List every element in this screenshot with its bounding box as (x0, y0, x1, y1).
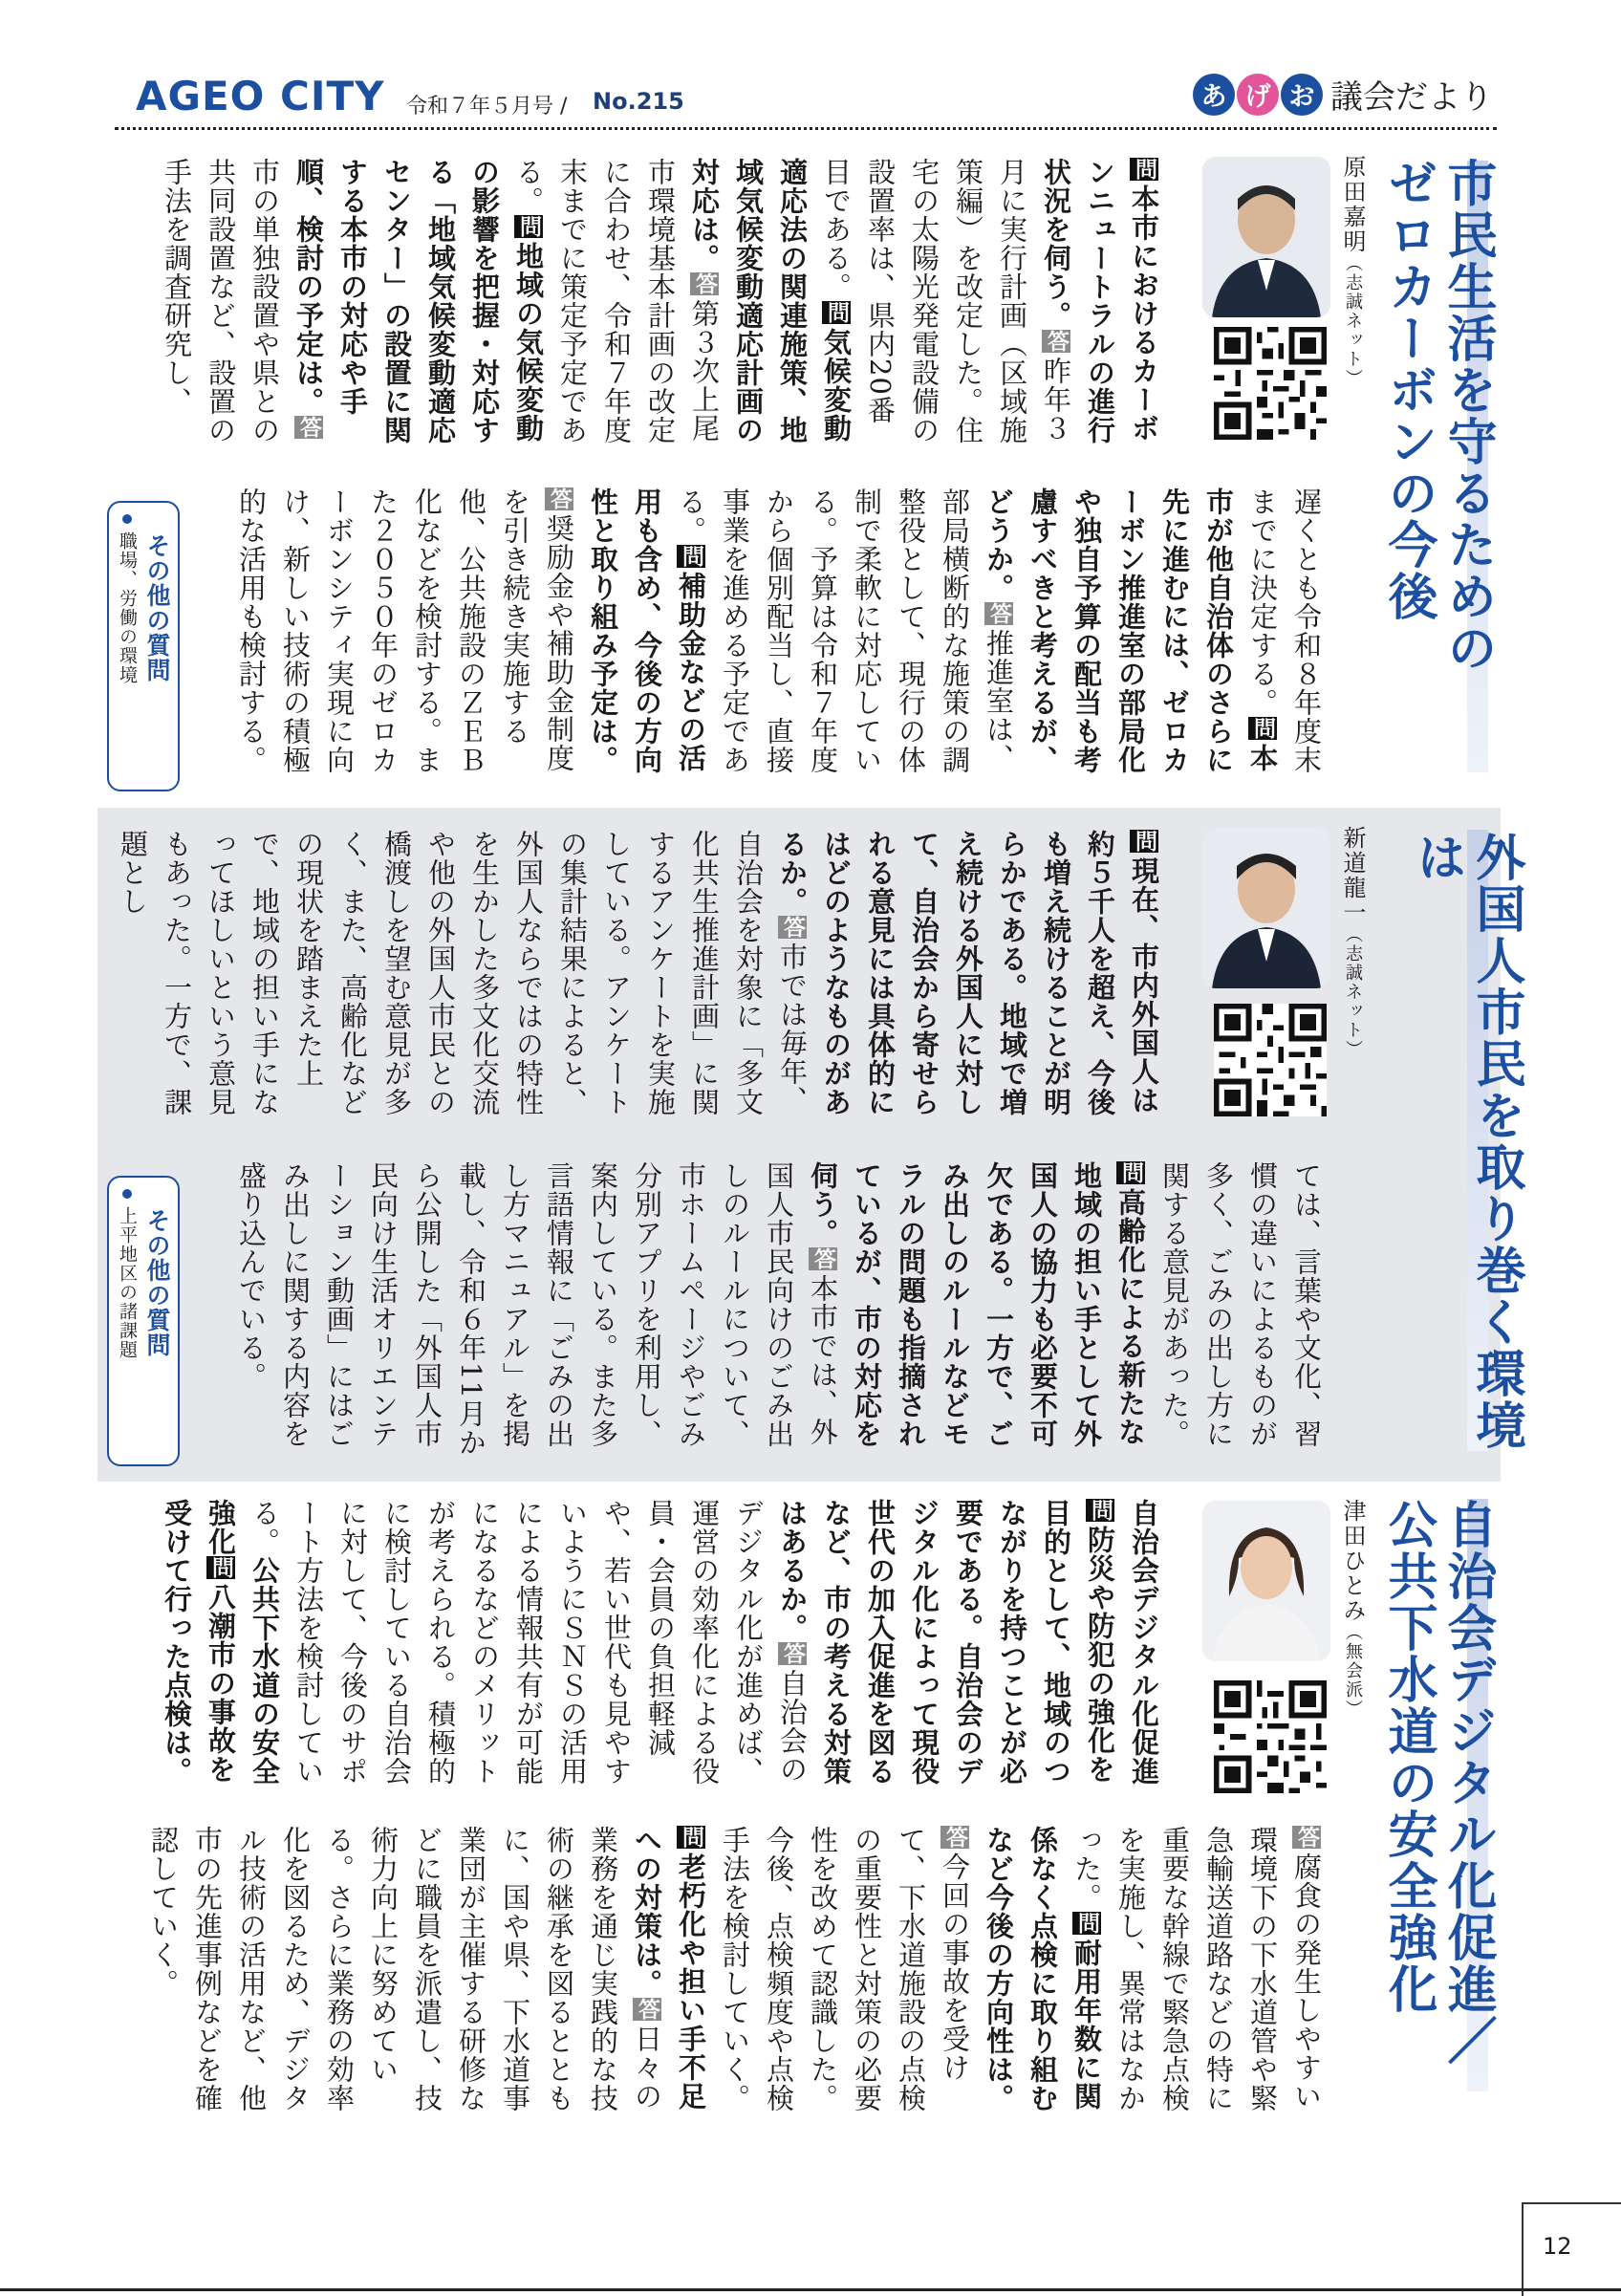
paragraph-text: 公共下水道の安全強化 (205, 1499, 281, 1786)
article-3-member-name (1336, 1499, 1370, 1738)
bullet-icon (122, 1189, 132, 1199)
question-tag: 問 (208, 1556, 233, 1579)
question-tag: 問 (516, 215, 541, 238)
article-1-title-line-2: ゼロカーボンの今後 (1379, 158, 1437, 622)
member-name: 津田ひとみ (1339, 1499, 1366, 1623)
paragraph-text: 本市におけるカーボンニュートラルの進行状況を伺う。 (1040, 158, 1160, 444)
question-tag: 問 (679, 545, 703, 568)
article-3-portrait (1202, 1501, 1330, 1661)
article-3-qr-code[interactable] (1214, 1680, 1327, 1793)
header-title: AGEO CITY (136, 73, 385, 119)
paragraph-text: 本市では、外国人市民向けのごみ出しのルールについて、市ホームページやごみ分別アプリを利用し、案内している。また多言語情報に「ごみの出し方マニュアル」を掲載し、令和６年11月から公開した「外国人市民向け生活オリエンテーション動画」にはごみ出しに関する内容を盛り込んでいる。 (235, 1161, 839, 1457)
paragraph-text: 市では毎年、自治会を対象に「多文化共生推進計画」に関するアンケートを実施している。アンケートの集計結果によると、外国人ならではの特性を生かした多文化交流や他の外国人市民との橋渡しを望む意見が多く、また、高齢化などの現状を踏まえた上で、地域の担い手になってほしいという意見もあった。一方で、課題とし (117, 830, 809, 1116)
question-tag: 問 (1088, 1499, 1113, 1522)
articles-0-top_columns-paragraph (820, 158, 1072, 444)
paragraph-text: 自治会デジタル化促進 (1128, 1499, 1160, 1786)
paragraph-text: 補助金などの活用も含め、今後の方向性と取り組み予定は。 (587, 487, 707, 774)
paragraph-text: 推進室は、部局横断的な施策の調整役として、現行の体制で柔軟に対応している。予算は令和７年度から個別配当し、直接事業を進める予定である。 (675, 487, 1015, 774)
articles-2-top_columns-paragraph (249, 1499, 809, 1786)
articles-0-top_columns-paragraph (292, 158, 545, 444)
paragraph-text: 本市が他自治体のさらに先に進むには、ゼロカーボン推進室の部局化や独自予算の配当も考慮すべきと考えるが、どうか。 (983, 487, 1279, 774)
other-questions-heading: その他の質問 (143, 533, 171, 682)
answer-tag: 答 (986, 602, 1011, 625)
article-3-title-line-2: 公共下水道の安全強化 (1379, 1499, 1437, 2015)
paragraph-text: 現在、市内外国人は約５千人を超え、今後も増え続けることが明らかである。地域で増え続ける外国人に対して、自治会から寄せられる意見には具体的にはどのようなものがあるか。 (776, 830, 1160, 1116)
articles-0-bottom_columns-paragraph (983, 487, 1279, 774)
articles-2-bottom_columns-paragraph (147, 1826, 663, 2112)
paragraph-text: 地域の気候変動の影響を把握・対応する「地域気候変動適応センター」の設置に関する本市の対応や手順、検討の予定は。 (292, 158, 545, 444)
articles-1-bottom_columns-paragraph (807, 1161, 1147, 1448)
page-number-box (1522, 2202, 1621, 2296)
paragraph-text: 自治会のデジタル化が進めば、運営の効率化による役員・会員の負担軽減や、若い世代も見やすいようにＳＮＳの活用による情報共有が可能になるなどのメリットが考えられる。積極的に検討している自治会に対して、今後のサポート方法を検討している。 (249, 1499, 809, 1786)
paragraph-text: ては、言葉や文化、習慣の違いによるものが多く、ごみの出し方に関する意見があった。 (1158, 1161, 1323, 1448)
article-2-bottom-text (235, 1161, 1329, 1467)
article-3-title (1378, 1499, 1497, 2111)
paragraph-text: 老朽化や担い手不足への対策は。 (631, 1826, 707, 2111)
articles-2-top_columns-paragraph (1128, 1499, 1160, 1786)
article-2-other-questions (107, 1176, 180, 1466)
article-2-top-text (115, 830, 1166, 1121)
other-questions-heading: その他の質問 (143, 1208, 171, 1357)
paragraph-text: 腐食の発生しやすい環境下の下水道管や緊急輸送道路などの特に重要な幹線で緊急点検を実施し、異常はなかった。 (1070, 1826, 1323, 2112)
answer-tag: 答 (1044, 330, 1069, 353)
article-1-portrait (1202, 157, 1330, 317)
question-tag: 問 (1132, 830, 1156, 853)
bullet-icon (122, 514, 132, 524)
brand-char-a: あ (1193, 74, 1235, 116)
article-1-member-name (1336, 155, 1370, 394)
other-questions-topic: 上平地区の諸課題 (117, 1206, 138, 1359)
header-divider (115, 127, 1497, 130)
brand-text: 議会だより (1330, 78, 1493, 117)
paragraph-text: 昨年３月に実行計画（区域施策編）を改定した。住宅の太陽光発電設備の設置率は、県内20番目である。 (820, 158, 1072, 444)
article-1-qr-code[interactable] (1214, 327, 1327, 440)
paragraph-text: 高齢化による新たな地域の担い手として外国人の協力も必要不可欠である。一方で、ごみ出しのルールなどモラルの問題も指摘されているが、市の対応を伺う。 (807, 1161, 1147, 1448)
paragraph-text: 八潮市の事故を受けて行った点検は。 (161, 1499, 237, 1786)
answer-tag: 答 (1294, 1826, 1319, 1849)
article-1-bottom-text (235, 487, 1329, 793)
brand-char-o: お (1281, 74, 1323, 116)
article-2-title-line-1: 外国人市民を取り巻く環境は (1408, 832, 1524, 1451)
question-tag: 問 (1118, 1161, 1143, 1184)
article-2-title (1407, 832, 1525, 1462)
member-party: （無会派） (1343, 1623, 1363, 1719)
page-number: 12 (1543, 2233, 1572, 2260)
article-2-member-name (1336, 826, 1370, 1065)
articles-1-bottom_columns-paragraph (1158, 1161, 1323, 1448)
member-party: （志誠ネット） (1343, 925, 1363, 1059)
articles-2-bottom_columns-paragraph (719, 1826, 971, 2112)
question-tag: 問 (1250, 717, 1275, 740)
paragraph-text: 気候変動適応法の関連施策、地域気候変動適応計画の対応は。 (688, 158, 853, 444)
paragraph-text: 今回の事故を受けて、下水道施設の点検の重要性と対策の必要性を改めて認識した。今後、点検頻度や点検手法を検討していく。 (719, 1826, 971, 2112)
articles-2-bottom_columns-paragraph (1070, 1826, 1323, 2112)
paragraph-text: 奨励金や補助金制度を引き続き実施する他、公共施設のＺＥＢ化などを検討する。また２０５０年のゼロカーボンシティ実現に向け、新しい技術の積極的な活用も検討する。 (235, 487, 575, 774)
article-2-portrait (1202, 828, 1330, 988)
paragraph-text: 市の単独設置や県との共同設置など、設置の手法を調査研究し、 (161, 158, 281, 444)
answer-tag: 答 (810, 1247, 835, 1270)
answer-tag: 答 (296, 416, 321, 439)
article-3-title-line-1: 自治会デジタル化促進／ (1438, 1499, 1496, 2067)
answer-tag: 答 (780, 1642, 805, 1665)
article-1-other-questions (107, 501, 180, 791)
paragraph-text: 防災や防犯の強化を目的として、地域のつながりを持つことが必要である。自治会のデジタル化によって現役世代の加入促進を図るなど、市の考える対策はあるか。 (776, 1499, 1116, 1786)
answer-tag: 答 (547, 487, 572, 510)
issue-date: 令和７年５月号 / (406, 95, 568, 119)
articles-2-top_columns-paragraph (776, 1499, 1116, 1786)
paragraph-text: 遅くとも令和８年度末までに決定する。 (1246, 487, 1323, 774)
articles-1-top_columns-paragraph (776, 830, 1160, 1116)
article-3-top-text (115, 1499, 1166, 1790)
articles-1-bottom_columns-paragraph (235, 1161, 839, 1457)
brand-logo (1193, 71, 1493, 118)
other-questions-topic: 職場、労働の環境 (117, 531, 138, 684)
article-1-top-text (115, 158, 1166, 449)
paragraph-text: 第３次上尾市環境基本計画の改定に合わせ、令和７年度末までに策定予定である。 (512, 158, 721, 444)
issue-number: No.215 (593, 88, 684, 115)
paragraph-text: 耐用年数に関係なく点検に取り組むなど今後の方向性は。 (983, 1826, 1103, 2112)
article-3-bottom-text (115, 1826, 1329, 2132)
question-tag: 問 (1132, 158, 1156, 181)
answer-tag: 答 (692, 272, 717, 295)
answer-tag: 答 (635, 1998, 659, 2021)
articles-0-bottom_columns-paragraph (235, 487, 575, 774)
member-name: 新道龍一 (1339, 826, 1366, 925)
articles-1-top_columns-paragraph (117, 830, 809, 1116)
paragraph-text: 日々の業務を通じ実践的な技術の継承を図るとともに、国や県、下水道事業団が主催する研修などに職員を派遣し、技術力向上に努めている。さらに業務の効率化を図るため、デジタル技術の活用など、他市の先進事例などを確認していく。 (147, 1826, 663, 2112)
answer-tag: 答 (942, 1826, 967, 1849)
footer-rule (0, 2288, 1621, 2291)
question-tag: 問 (824, 301, 849, 324)
brand-char-ge: げ (1237, 74, 1279, 116)
article-1-title (1378, 158, 1497, 789)
question-tag: 問 (1074, 1912, 1099, 1935)
answer-tag: 答 (780, 916, 805, 939)
article-2-qr-code[interactable] (1214, 1004, 1327, 1116)
article-1-title-line-1: 市民生活を守るための (1438, 158, 1496, 674)
question-tag: 問 (679, 1826, 703, 1849)
articles-0-bottom_columns-paragraph (675, 487, 1015, 774)
member-name: 原田嘉明 (1339, 155, 1366, 254)
member-party: （志誠ネット） (1343, 254, 1363, 388)
